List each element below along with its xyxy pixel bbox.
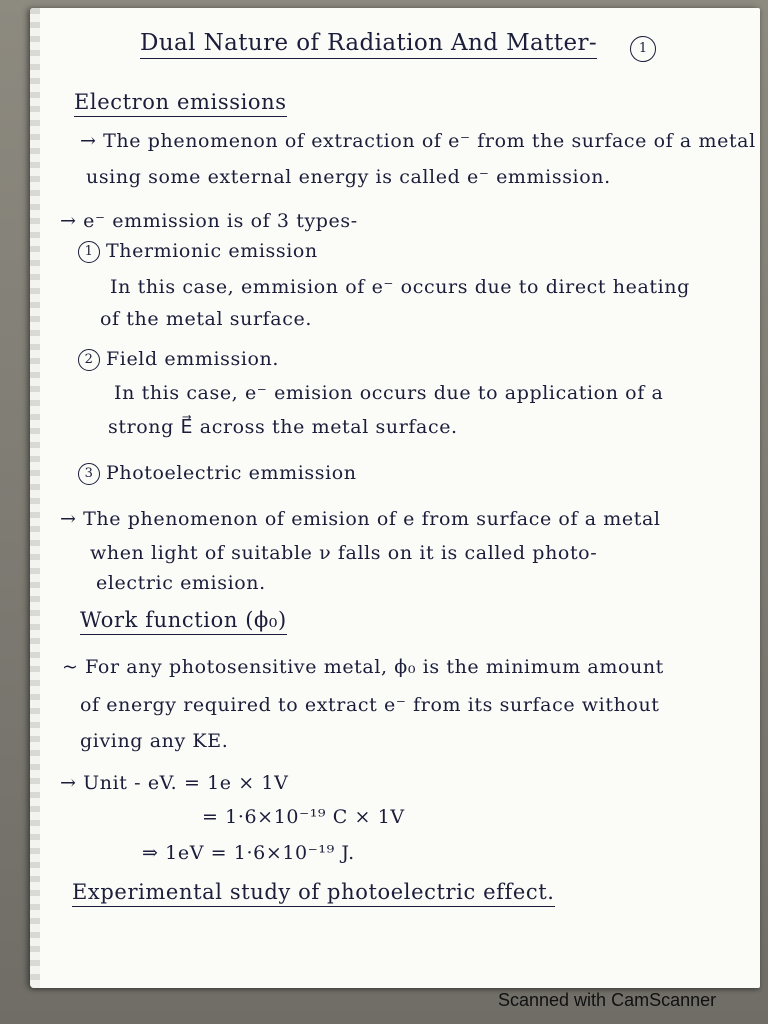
note-line: → e⁻ emmission is of 3 types- <box>60 210 358 232</box>
subheading-photoelectric: 3 Photoelectric emmission <box>78 462 357 485</box>
subheading-field: 2 Field emmission. <box>78 348 279 371</box>
note-line: In this case, e⁻ emision occurs due to application of a <box>114 382 664 404</box>
note-line: using some external energy is called e⁻ emmission. <box>86 166 611 188</box>
notebook-page <box>30 8 760 988</box>
formula-line: ⇒ 1eV = 1·6×10⁻¹⁹ J. <box>142 842 355 864</box>
scanner-watermark: Scanned with CamScanner <box>498 990 717 1010</box>
note-line: of energy required to extract e⁻ from its surface without <box>80 694 660 716</box>
heading-electron-emissions: Electron emissions <box>74 90 287 114</box>
note-line: giving any KE. <box>80 730 229 752</box>
page-title: Dual Nature of Radiation And Matter- <box>140 30 597 56</box>
note-line: → The phenomenon of emision of e from surface of a metal <box>60 508 661 530</box>
heading-experimental-study: Experimental study of photoelectric effect. <box>72 880 555 904</box>
subheading-thermionic: 1 Thermionic emission <box>78 240 318 263</box>
note-line: electric emision. <box>96 572 266 594</box>
note-line: of the metal surface. <box>100 308 312 330</box>
note-line: ~ For any photosensitive metal, ϕ₀ is the minimum amount <box>62 656 664 678</box>
note-line: when light of suitable ν falls on it is called photo- <box>90 542 598 564</box>
note-line: In this case, emmision of e⁻ occurs due to direct heating <box>110 276 690 298</box>
number-circle: 3 <box>78 463 100 485</box>
number-circle: 2 <box>78 349 100 371</box>
formula-line: → Unit - eV. = 1e × 1V <box>60 772 289 794</box>
page-number: 1 <box>630 36 656 62</box>
number-circle: 1 <box>78 241 100 263</box>
note-line: strong E⃗ across the metal surface. <box>108 416 458 438</box>
note-line: → The phenomenon of extraction of e⁻ from the surface of a metal <box>80 130 756 152</box>
page-binding-edge <box>30 8 40 988</box>
formula-line: = 1·6×10⁻¹⁹ C × 1V <box>202 806 405 828</box>
heading-work-function: Work function (ϕ₀) <box>80 608 287 632</box>
